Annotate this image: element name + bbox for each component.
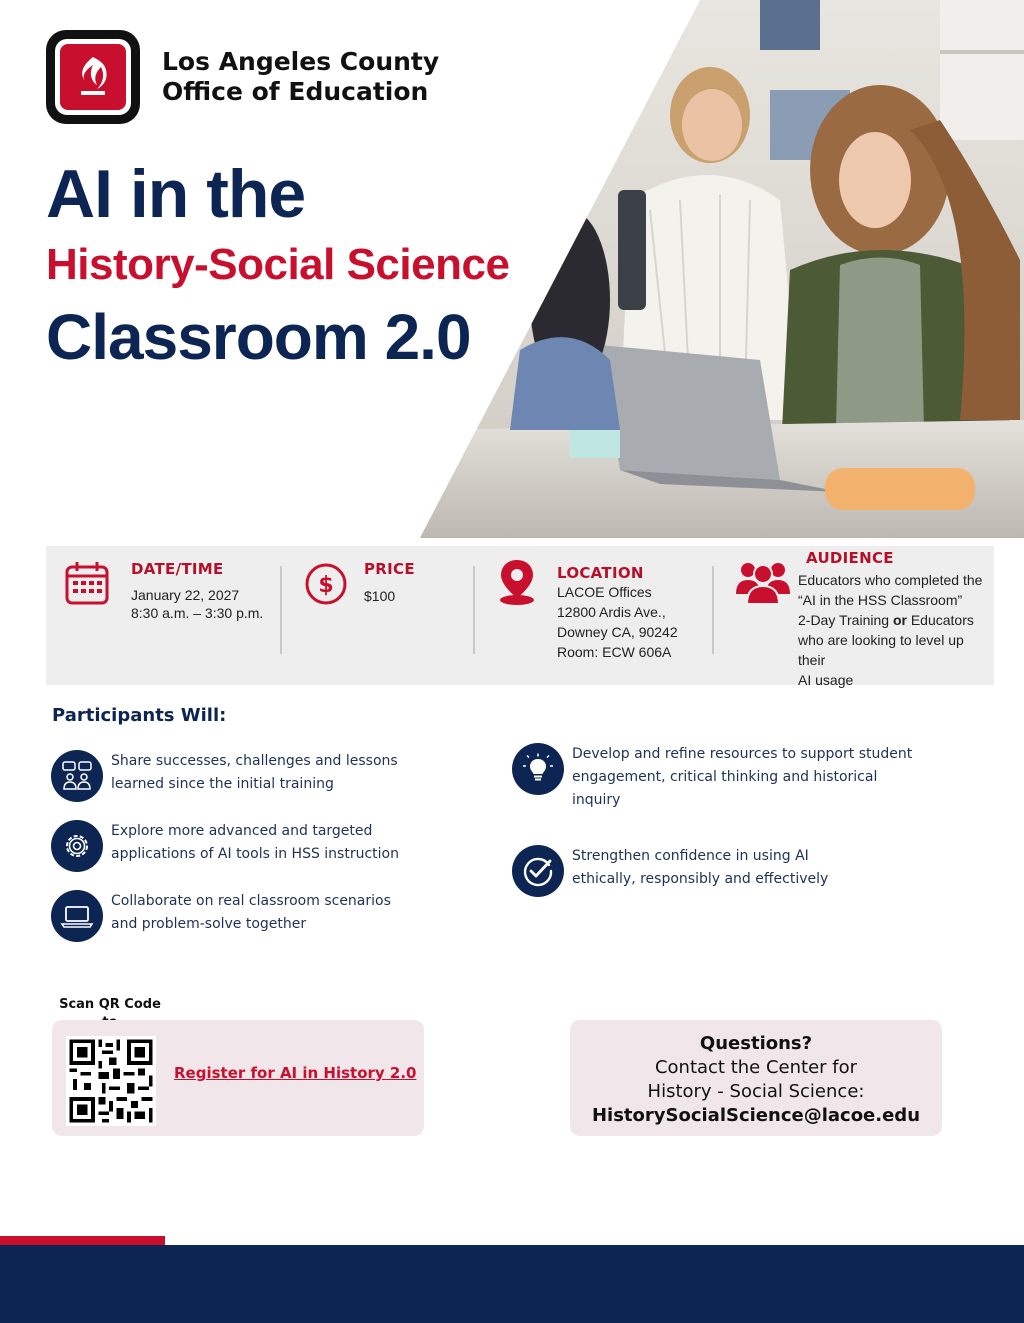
title-line2: History-Social Science (46, 240, 510, 289)
outcome-item (512, 743, 912, 812)
audience-line3: 2-Day Training or Educators (798, 612, 974, 628)
outcome-line: Collaborate on real classroom scenarios (111, 893, 391, 909)
questions-line2: Contact the Center for (654, 1057, 858, 1078)
audience-heading: AUDIENCE (806, 549, 894, 567)
outcome-item (51, 750, 398, 802)
divider (473, 566, 475, 654)
audience-line2: “AI in the HSS Classroom” (798, 592, 963, 608)
audience-info (798, 546, 994, 688)
outcome-line: Explore more advanced and targeted (111, 823, 373, 839)
time-value: 8:30 a.m. – 3:30 p.m. (131, 605, 264, 621)
audience-line1: Educators who completed the (798, 572, 983, 588)
participants-heading: Participants Will: (52, 705, 227, 726)
divider (712, 566, 714, 654)
audience-group-icon (736, 558, 790, 604)
divider (280, 566, 282, 654)
svg-text:$: $ (318, 573, 334, 598)
lightbulb-icon (512, 743, 564, 795)
outcome-line: learned since the initial training (111, 776, 334, 792)
organization-name (162, 47, 439, 107)
org-name-line2: Office of Education (162, 77, 429, 106)
qr-label-line1: Scan QR Code (59, 997, 161, 1012)
qr-code[interactable] (66, 1036, 156, 1126)
location-pin-icon (498, 558, 536, 606)
event-info-panel (46, 546, 994, 688)
questions-box (570, 1020, 942, 1136)
dollar-icon (304, 562, 348, 606)
questions-heading: Questions? (699, 1033, 813, 1054)
register-box (52, 1020, 424, 1136)
footer-red-stripe (0, 1236, 165, 1245)
outcome-line: Develop and refine resources to support student (572, 746, 913, 762)
price-heading: PRICE (364, 560, 415, 578)
location-line4: Room: ECW 606A (557, 644, 672, 660)
discussion-icon (51, 750, 103, 802)
date-time-info (131, 546, 281, 685)
footer-navy-band (0, 1245, 1024, 1323)
audience-line4: who are looking to level up their (798, 632, 964, 668)
location-line3: Downey CA, 90242 (557, 624, 678, 640)
checkmark-icon (512, 845, 564, 897)
classroom-photo (420, 0, 1024, 538)
price-info (364, 546, 464, 685)
location-info (557, 546, 707, 685)
calendar-icon (64, 560, 110, 606)
outcome-line: Share successes, challenges and lessons (111, 753, 398, 769)
date-time-heading: DATE/TIME (131, 560, 224, 578)
outcome-line: Strengthen confidence in using AI (572, 848, 809, 864)
outcome-line: inquiry (572, 792, 621, 808)
outcome-line: and problem-solve together (111, 916, 307, 932)
date-value: January 22, 2027 (131, 587, 240, 603)
location-line1: LACOE Offices (557, 584, 652, 600)
outcome-item (512, 845, 828, 897)
lacoe-logo-group (46, 30, 439, 124)
location-line2: 12800 Ardis Ave., (557, 604, 666, 620)
location-heading: LOCATION (557, 564, 644, 582)
register-link[interactable]: Register for AI in History 2.0 (174, 1064, 417, 1082)
title-line3: Classroom 2.0 (46, 301, 471, 373)
gear-icon (51, 820, 103, 872)
audience-line5: AI usage (798, 672, 854, 688)
laptop-icon (51, 890, 103, 942)
outcome-item (51, 820, 399, 872)
flame-icon (67, 51, 119, 103)
outcome-line: engagement, critical thinking and historical (572, 769, 878, 785)
price-value: $100 (364, 588, 396, 604)
outcome-line: ethically, responsibly and effectively (572, 871, 829, 887)
contact-email[interactable]: HistorySocialScience@lacoe.edu (591, 1105, 921, 1126)
org-name-line1: Los Angeles County (162, 47, 440, 76)
outcome-item (51, 890, 391, 942)
lacoe-logo (46, 30, 140, 124)
questions-line3: History - Social Science: (647, 1081, 865, 1102)
outcome-line: applications of AI tools in HSS instruction (111, 846, 399, 862)
title-line1: AI in the (46, 156, 306, 232)
